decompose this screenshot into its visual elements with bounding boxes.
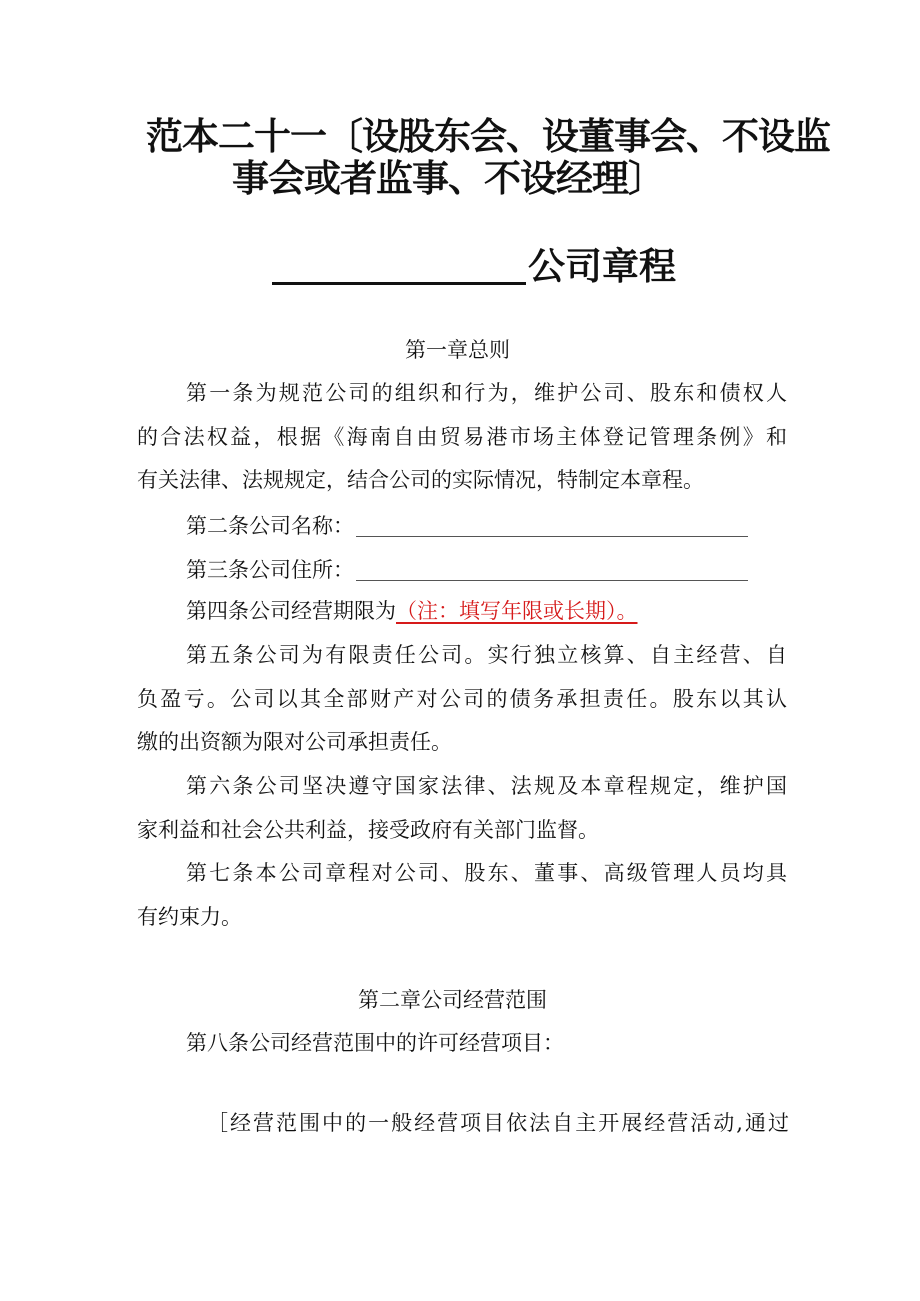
title-line-1: 范本二十一〔设股东会、设董事会、不设监 [146,115,830,158]
article-4-label: 第四条公司经营期限为 [186,599,396,623]
subtitle [272,245,676,288]
article-4 [186,601,638,622]
article-4-note: （注：填写年限或长期）。 [396,599,638,623]
article-7-line-2: 有约束力。 [137,905,242,929]
subtitle-text: 公司章程 [528,245,676,288]
article-1-line-2: 的合法权益，根据《海南自由贸易港市场主体登记管理条例》和 [137,425,787,449]
company-name-blank[interactable] [272,252,526,285]
article-2 [186,514,748,537]
article-1-line-3: 有关法律、法规规定，结合公司的实际情况，特制定本章程。 [137,468,704,492]
title-line-2: 事会或者监事、不设经理〕 [232,157,664,200]
business-scope-note: ［经营范围中的一般经营项目依法自主开展经营活动,通过 [207,1111,789,1135]
company-address-field[interactable] [356,558,748,581]
article-2-label: 第二条公司名称： [186,514,354,538]
article-3-label: 第三条公司住所： [186,558,354,582]
article-5-line-3: 缴的出资额为限对公司承担责任。 [137,730,452,754]
article-1-line-1: 第一条为规范公司的组织和行为，维护公司、股东和债权人 [186,381,787,405]
article-7-line-1: 第七条本公司章程对公司、股东、董事、高级管理人员均具 [186,861,787,885]
chapter-2-heading: 第二章公司经营范围 [358,988,547,1012]
article-6-line-1: 第六条公司坚决遵守国家法律、法规及本章程规定，维护国 [186,774,787,798]
article-5-line-1: 第五条公司为有限责任公司。实行独立核算、自主经营、自 [186,643,787,667]
article-5-line-2: 负盈亏。公司以其全部财产对公司的债务承担责任。股东以其认 [137,687,787,711]
article-6-line-2: 家利益和社会公共利益，接受政府有关部门监督。 [137,818,599,842]
company-name-field[interactable] [356,514,748,537]
chapter-1-heading: 第一章总则 [405,338,510,362]
article-8: 第八条公司经营范围中的许可经营项目： [186,1031,564,1055]
article-3 [186,558,748,581]
